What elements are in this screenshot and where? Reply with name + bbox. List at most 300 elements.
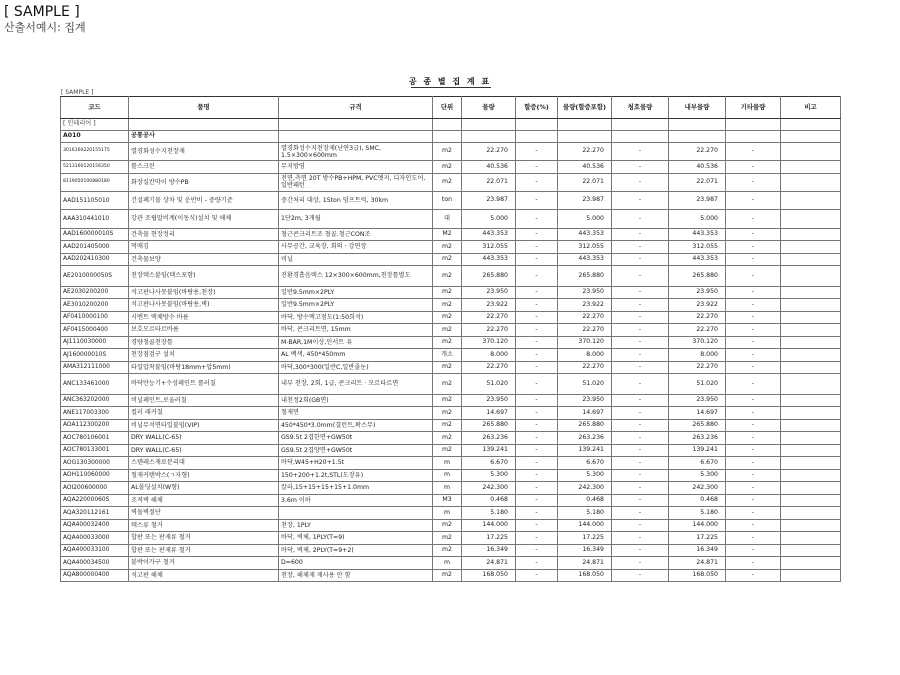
cell-unit: m <box>433 457 462 470</box>
cell-name: 보호모르타르바름 <box>129 324 279 337</box>
cell-name: 석고판 해체 <box>129 569 279 582</box>
cell-name: DRY WALL(C-65) <box>129 444 279 457</box>
cell-unit: m2 <box>433 253 462 266</box>
cell-internal: 23.922 <box>669 299 726 312</box>
cell-internal: 24.871 <box>669 557 726 570</box>
cell-code: AOH110060000 <box>61 469 129 482</box>
table-row <box>61 210 841 228</box>
cell-qty: 17.225 <box>462 532 516 545</box>
cell-qty-incl: 312.055 <box>558 241 612 254</box>
cell-other: - <box>726 469 781 482</box>
cell-qty: 265.880 <box>462 266 516 287</box>
cell-qty-incl: 14.697 <box>558 407 612 420</box>
cell-name: 천장점검구 설치 <box>129 349 279 362</box>
cell-code: ANE117003300 <box>61 407 129 420</box>
header-cell: 품명 <box>129 97 279 119</box>
cell-internal: 265.880 <box>669 266 726 287</box>
cell-note <box>781 173 841 191</box>
cell-unit: m <box>433 482 462 495</box>
cell-unit: m2 <box>433 361 462 374</box>
cell-spec: 천장, 1PLY <box>279 519 433 532</box>
cell-spec: 중간처리 대상, 15ton 덤프트럭, 30km <box>279 192 433 210</box>
cell-internal: 22.270 <box>669 311 726 324</box>
table-row <box>61 557 841 570</box>
cell-internal: 263.236 <box>669 432 726 445</box>
table-row <box>61 228 841 241</box>
cell-internal: 443.353 <box>669 228 726 241</box>
cell-unit: m2 <box>433 374 462 395</box>
cell-other: - <box>726 482 781 495</box>
cell-qty-incl: 23.987 <box>558 192 612 210</box>
cell-code: ANC133461000 <box>61 374 129 395</box>
cell-name: 바닥만능기+수성페인트 롤러칠 <box>129 374 279 395</box>
cell-cheongho: - <box>612 299 669 312</box>
cell-code: AAD201405000 <box>61 241 129 254</box>
cell-name: 건축물 현장정리 <box>129 228 279 241</box>
table-row <box>61 494 841 507</box>
cell-qty-incl: 168.050 <box>558 569 612 582</box>
cell-qty-incl: 263.236 <box>558 432 612 445</box>
cell-other: - <box>726 173 781 191</box>
cell-rate: - <box>516 394 558 407</box>
table-row <box>61 253 841 266</box>
cell-note <box>781 299 841 312</box>
document-title-underline <box>411 87 491 88</box>
cell-name: 강관 조립말비계(이동식)설치 및 해체 <box>129 210 279 228</box>
document-title: 공 종 별 집 계 표 <box>408 77 492 86</box>
cell-name: 철재커텐박스(ㄱ자형) <box>129 469 279 482</box>
cell-code: 8119050100880180 <box>61 173 129 191</box>
cell-note <box>781 557 841 570</box>
cell-note <box>781 519 841 532</box>
cell-other: - <box>726 253 781 266</box>
cell-other: - <box>726 266 781 287</box>
cell-note <box>781 228 841 241</box>
cell-other: - <box>726 457 781 470</box>
cell-code: AQA400033000 <box>61 532 129 545</box>
header-cell: 단위 <box>433 97 462 119</box>
cell-code: AF0415000400 <box>61 324 129 337</box>
cell-cheongho: - <box>612 557 669 570</box>
table-row <box>61 143 841 161</box>
header-cell: 내부물량 <box>669 97 726 119</box>
cell-name: AL몰딩설치(W형) <box>129 482 279 495</box>
cell-note <box>781 161 841 174</box>
cell-note <box>781 419 841 432</box>
cell-note <box>781 349 841 362</box>
cell-qty-incl: 0.468 <box>558 494 612 507</box>
cell-qty: 443.353 <box>462 228 516 241</box>
cell-other: - <box>726 161 781 174</box>
group-label: [ 인테리어 ] <box>61 119 129 131</box>
cell-internal: 23.950 <box>669 286 726 299</box>
cell-name: 스텐레스재료분리대 <box>129 457 279 470</box>
cell-qty: 23.987 <box>462 192 516 210</box>
cell-name: 붙박이가구 철거 <box>129 557 279 570</box>
cell-code: AQA400033100 <box>61 544 129 557</box>
cell-spec: 비닐 <box>279 253 433 266</box>
cell-internal: 370.120 <box>669 336 726 349</box>
cell-qty: 168.050 <box>462 569 516 582</box>
cell-spec: 일반9.5mm×2PLY <box>279 299 433 312</box>
cell-code: AE3010200200 <box>61 299 129 312</box>
cell-note <box>781 266 841 287</box>
cell-cheongho: - <box>612 266 669 287</box>
cell-unit: m <box>433 507 462 520</box>
cell-rate: - <box>516 432 558 445</box>
cell-name: 건설폐기물 상차 및 운반비 - 중량기준 <box>129 192 279 210</box>
cell-code: AOI200600000 <box>61 482 129 495</box>
cell-rate: - <box>516 192 558 210</box>
table-row <box>61 286 841 299</box>
cell-qty-incl: 265.880 <box>558 419 612 432</box>
cell-internal: 6.670 <box>669 457 726 470</box>
cell-spec: 내부 천장, 2회, 1급, 콘크리트 · 모르타르면 <box>279 374 433 395</box>
cell-internal: 443.353 <box>669 253 726 266</box>
cell-rate: - <box>516 557 558 570</box>
cell-name: 먹매김 <box>129 241 279 254</box>
table-row <box>61 324 841 337</box>
cell-name: 타일압착붙임(바탕18mm+압5mm) <box>129 361 279 374</box>
cell-cheongho: - <box>612 161 669 174</box>
cell-qty: 22.071 <box>462 173 516 191</box>
cell-qty: 14.697 <box>462 407 516 420</box>
cell-qty: 5.300 <box>462 469 516 482</box>
cell-cheongho: - <box>612 419 669 432</box>
cell-spec: 바닥, 벽체, 1PLY(T=9) <box>279 532 433 545</box>
cell-qty: 0.468 <box>462 494 516 507</box>
cell-qty: 144.000 <box>462 519 516 532</box>
cell-other: - <box>726 532 781 545</box>
cell-spec: 150+200+1.2t,STL(도장유) <box>279 469 433 482</box>
cell-other: - <box>726 507 781 520</box>
cell-qty: 23.922 <box>462 299 516 312</box>
cell-internal: 22.270 <box>669 143 726 161</box>
cell-qty: 312.055 <box>462 241 516 254</box>
cell-cheongho: - <box>612 432 669 445</box>
cell-note <box>781 336 841 349</box>
cell-unit: 대 <box>433 210 462 228</box>
cell-other: - <box>726 349 781 362</box>
cell-spec: GS9.5t 2겹양면+GW50t <box>279 444 433 457</box>
cell-qty: 6.670 <box>462 457 516 470</box>
table-row <box>61 457 841 470</box>
cell-unit: ton <box>433 192 462 210</box>
cell-unit: m2 <box>433 444 462 457</box>
cell-spec: 바닥, 콘크리트면, 15mm <box>279 324 433 337</box>
cell-other: - <box>726 324 781 337</box>
cell-qty: 22.270 <box>462 324 516 337</box>
cell-rate: - <box>516 494 558 507</box>
cell-code: AQA320112161 <box>61 507 129 520</box>
cell-other: - <box>726 444 781 457</box>
cell-qty-incl: 443.353 <box>558 228 612 241</box>
cell-cheongho: - <box>612 241 669 254</box>
cell-unit: M2 <box>433 228 462 241</box>
table-row <box>61 299 841 312</box>
cell-code: AOC780106001 <box>61 432 129 445</box>
cell-name: 조적벽 해체 <box>129 494 279 507</box>
table-row <box>61 311 841 324</box>
cell-code: ANC363202000 <box>61 394 129 407</box>
cell-spec: 450*450*3.0mm(결런트,왁스무) <box>279 419 433 432</box>
cell-code: AOG130300000 <box>61 457 129 470</box>
table-header-row <box>61 97 841 119</box>
page-title: [ SAMPLE ] <box>4 4 80 20</box>
cell-rate: - <box>516 407 558 420</box>
cell-rate: - <box>516 324 558 337</box>
cell-qty: 263.236 <box>462 432 516 445</box>
cell-qty-incl: 22.071 <box>558 173 612 191</box>
cell-qty-incl: 23.950 <box>558 394 612 407</box>
cell-spec: 철근콘크리트조 철골.철근CON조 <box>279 228 433 241</box>
cell-name: 석고판나사못붙임(바탕용,벽) <box>129 299 279 312</box>
cell-name: 열경화성수지천장재 <box>129 143 279 161</box>
cell-cheongho: - <box>612 349 669 362</box>
table-row <box>61 544 841 557</box>
cell-qty-incl: 370.120 <box>558 336 612 349</box>
cell-qty: 51.020 <box>462 374 516 395</box>
cell-cheongho: - <box>612 361 669 374</box>
cell-cheongho: - <box>612 173 669 191</box>
page-subtitle: 산출서예시: 집계 <box>4 21 86 34</box>
cell-spec: 1단2m, 3개월 <box>279 210 433 228</box>
cell-qty: 40.536 <box>462 161 516 174</box>
cell-spec: 바닥, 벽체, 2PLY(T=9+2) <box>279 544 433 557</box>
cell-spec: AL 백색, 450*450mm <box>279 349 433 362</box>
cell-other: - <box>726 557 781 570</box>
cell-internal: 144.000 <box>669 519 726 532</box>
cell-spec: D=600 <box>279 557 433 570</box>
cell-name: 석고판나사못붙임(바탕용,천장) <box>129 286 279 299</box>
cell-rate: - <box>516 532 558 545</box>
cell-internal: 22.270 <box>669 361 726 374</box>
cell-internal: 0.468 <box>669 494 726 507</box>
cell-cheongho: - <box>612 336 669 349</box>
cell-name: 화장실칸막이 방수PB <box>129 173 279 191</box>
cell-note <box>781 457 841 470</box>
cell-name: 천장텍스붙임(텍스포함) <box>129 266 279 287</box>
cell-spec: 일반9.5mm×2PLY <box>279 286 433 299</box>
section-name: 공통공사 <box>129 131 279 143</box>
cell-note <box>781 507 841 520</box>
table-row <box>61 394 841 407</box>
cell-unit: m2 <box>433 299 462 312</box>
cell-cheongho: - <box>612 143 669 161</box>
cell-code: AQA400032400 <box>61 519 129 532</box>
cell-note <box>781 192 841 210</box>
cell-cheongho: - <box>612 374 669 395</box>
table-row <box>61 192 841 210</box>
cell-rate: - <box>516 336 558 349</box>
header-cell: 코드 <box>61 97 129 119</box>
cell-qty-incl: 23.922 <box>558 299 612 312</box>
section-row <box>61 131 841 143</box>
cell-qty: 443.353 <box>462 253 516 266</box>
cell-cheongho: - <box>612 519 669 532</box>
cell-internal: 23.950 <box>669 394 726 407</box>
table-row <box>61 161 841 174</box>
cell-other: - <box>726 394 781 407</box>
cell-internal: 312.055 <box>669 241 726 254</box>
cell-other: - <box>726 336 781 349</box>
cell-spec: GS9.5t 2겹한면+GW50t <box>279 432 433 445</box>
table-row <box>61 173 841 191</box>
cell-qty-incl: 139.241 <box>558 444 612 457</box>
cell-qty: 23.950 <box>462 286 516 299</box>
cell-internal: 5.180 <box>669 507 726 520</box>
cell-spec: 바닥,W45+H20+1.5t <box>279 457 433 470</box>
cell-rate: - <box>516 419 558 432</box>
cell-code: AQA400034500 <box>61 557 129 570</box>
cell-internal: 16.349 <box>669 544 726 557</box>
header-cell: 기타물량 <box>726 97 781 119</box>
cell-other: - <box>726 210 781 228</box>
cell-internal: 17.225 <box>669 532 726 545</box>
cell-qty-incl: 443.353 <box>558 253 612 266</box>
cell-other: - <box>726 374 781 395</box>
cell-note <box>781 482 841 495</box>
cell-unit: m2 <box>433 407 462 420</box>
cell-rate: - <box>516 544 558 557</box>
cell-unit: m2 <box>433 419 462 432</box>
cell-qty-incl: 22.270 <box>558 324 612 337</box>
cell-rate: - <box>516 241 558 254</box>
table-row <box>61 532 841 545</box>
cell-code: AMA312111000 <box>61 361 129 374</box>
cell-note <box>781 432 841 445</box>
cell-internal: 5.300 <box>669 469 726 482</box>
cell-other: - <box>726 519 781 532</box>
cell-note <box>781 143 841 161</box>
cell-note <box>781 253 841 266</box>
cell-cheongho: - <box>612 394 669 407</box>
cell-spec: 열경화성수지천장재(난연3급), SMC, 1.5×300×600mm <box>279 143 433 161</box>
cell-note <box>781 374 841 395</box>
cell-cheongho: - <box>612 311 669 324</box>
cell-unit: m2 <box>433 519 462 532</box>
cell-qty-incl: 144.000 <box>558 519 612 532</box>
cell-rate: - <box>516 507 558 520</box>
cell-spec: 바닥, 방수액고점도(1:50희석) <box>279 311 433 324</box>
cell-unit: m2 <box>433 394 462 407</box>
cell-unit: m <box>433 469 462 482</box>
cell-internal: 22.270 <box>669 324 726 337</box>
group-row <box>61 119 841 131</box>
cell-other: - <box>726 361 781 374</box>
cell-rate: - <box>516 444 558 457</box>
cell-note <box>781 469 841 482</box>
cell-cheongho: - <box>612 469 669 482</box>
header-cell: 청호물량 <box>612 97 669 119</box>
header-cell: 할증(%) <box>516 97 558 119</box>
cell-other: - <box>726 311 781 324</box>
header-cell: 비고 <box>781 97 841 119</box>
cell-other: - <box>726 143 781 161</box>
cell-name: DRY WALL(C-65) <box>129 432 279 445</box>
cell-code: AOA112300200 <box>61 419 129 432</box>
cell-rate: - <box>516 349 558 362</box>
cell-unit: M3 <box>433 494 462 507</box>
cell-qty-incl: 17.225 <box>558 532 612 545</box>
cell-qty-incl: 242.300 <box>558 482 612 495</box>
cell-spec: 칼라,15+15+15+15+1.0mm <box>279 482 433 495</box>
cell-qty-incl: 6.670 <box>558 457 612 470</box>
cell-cheongho: - <box>612 407 669 420</box>
cell-rate: - <box>516 266 558 287</box>
cell-cheongho: - <box>612 210 669 228</box>
cell-spec <box>279 507 433 520</box>
cell-internal: 168.050 <box>669 569 726 582</box>
table-row <box>61 507 841 520</box>
cell-rate: - <box>516 569 558 582</box>
cell-rate: - <box>516 143 558 161</box>
cell-cheongho: - <box>612 286 669 299</box>
cell-name: 합판 또는 판재류 철거 <box>129 532 279 545</box>
cell-rate: - <box>516 469 558 482</box>
cell-internal: 14.697 <box>669 407 726 420</box>
cell-qty-incl: 265.880 <box>558 266 612 287</box>
cell-code: AE2010000050S <box>61 266 129 287</box>
section-code: A010 <box>61 131 129 143</box>
cell-note <box>781 286 841 299</box>
cell-other: - <box>726 569 781 582</box>
table-row <box>61 419 841 432</box>
table-row <box>61 336 841 349</box>
cell-qty-incl: 23.950 <box>558 286 612 299</box>
cell-note <box>781 494 841 507</box>
cell-cheongho: - <box>612 253 669 266</box>
cell-qty-incl: 8.000 <box>558 349 612 362</box>
cell-qty: 139.241 <box>462 444 516 457</box>
cell-unit: m2 <box>433 432 462 445</box>
cell-name: 텍스류 철거 <box>129 519 279 532</box>
cell-qty: 23.950 <box>462 394 516 407</box>
cell-internal: 51.020 <box>669 374 726 395</box>
cell-rate: - <box>516 311 558 324</box>
cell-spec: 사무공간, 교육장, 회의 · 강연장 <box>279 241 433 254</box>
cell-other: - <box>726 544 781 557</box>
cell-qty: 242.300 <box>462 482 516 495</box>
cell-unit: m2 <box>433 173 462 191</box>
cell-other: - <box>726 432 781 445</box>
cell-name: 비닐페인트,로울러칠 <box>129 394 279 407</box>
cell-cheongho: - <box>612 532 669 545</box>
cell-spec: M-BAR,1M이상,인서트 유 <box>279 336 433 349</box>
cell-name: 경량철골천장틀 <box>129 336 279 349</box>
header-cell: 물량(할증포함) <box>558 97 612 119</box>
cell-spec: 내천정2회(GB면) <box>279 394 433 407</box>
table-row <box>61 432 841 445</box>
table-row <box>61 519 841 532</box>
cell-code: AAD202410300 <box>61 253 129 266</box>
cell-rate: - <box>516 161 558 174</box>
cell-qty-incl: 22.270 <box>558 143 612 161</box>
cell-code: 5213160120156350 <box>61 161 129 174</box>
cell-rate: - <box>516 519 558 532</box>
page-header <box>4 4 86 35</box>
table-body <box>61 119 841 582</box>
cell-note <box>781 394 841 407</box>
cell-unit: m2 <box>433 311 462 324</box>
cell-spec: 진환경흡음텍스 12×300×600mm,천장틀별도 <box>279 266 433 287</box>
cell-spec: 천장, 해체재 재사용 안 함 <box>279 569 433 582</box>
cell-code: AJ160000010S <box>61 349 129 362</box>
header-cell: 물량 <box>462 97 516 119</box>
table-row <box>61 241 841 254</box>
cell-internal: 40.536 <box>669 161 726 174</box>
table-row <box>61 374 841 395</box>
